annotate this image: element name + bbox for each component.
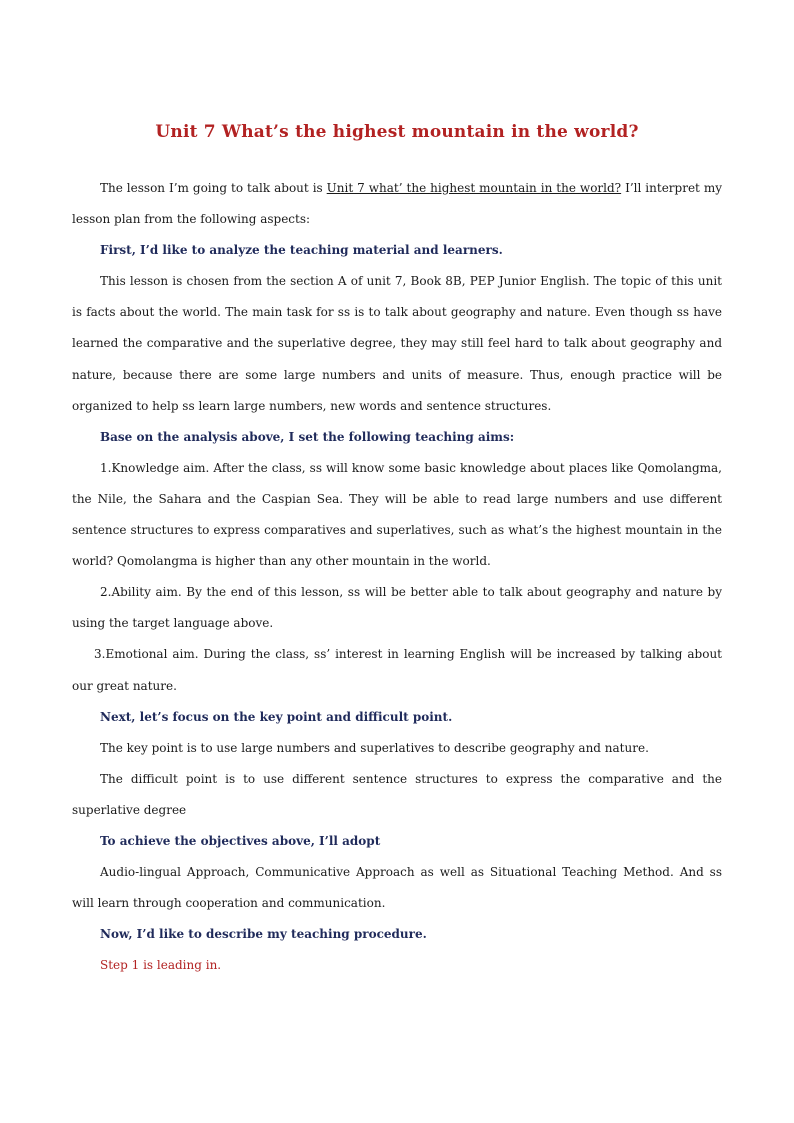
step-1-text: Step 1 is leading in. bbox=[100, 958, 222, 973]
lesson-title-underlined: Unit 7 what’ the highest mountain in the world? bbox=[326, 181, 622, 195]
document-title: Unit 7 What’s the highest mountain in the world? bbox=[155, 122, 639, 142]
section-heading-methods: To achieve the objectives above, I’ll adopt bbox=[100, 833, 381, 848]
paragraph-key-point: The key point is to use large numbers and superlatives to describe geography and nature. bbox=[100, 740, 649, 755]
aim-ability: 2.Ability aim. By the end of this lesson, ss will be better able to talk about geography and nature by using the target language above. bbox=[72, 585, 722, 631]
section-heading-key-points: Next, let’s focus on the key point and difficult point. bbox=[100, 709, 453, 724]
paragraph-difficult-point: The difficult point is to use different sentence structures to express the comparative and the superlative degree bbox=[72, 771, 722, 817]
paragraph-material: This lesson is chosen from the section A of unit 7, Book 8B, PEP Junior English. The topic of this unit is facts about the world. The main task for ss is to talk about geography and nature. Even though ss have learned the comparative and the superlative degree, they may still feel hard to talk about geography and nature, because there are some large numbers and units of measure. Thus, enough practice will be organized to help ss learn large numbers, new words and sentence structures. bbox=[72, 274, 722, 413]
aim-emotional: 3.Emotional aim. During the class, ss’ interest in learning English will be increased by talking about our great nature. bbox=[72, 647, 722, 693]
document-body bbox=[72, 173, 722, 981]
intro-text-before: The lesson I’m going to talk about is bbox=[100, 181, 327, 195]
section-heading-procedure: Now, I’d like to describe my teaching procedure. bbox=[100, 927, 427, 942]
paragraph-methods: Audio-lingual Approach, Communicative Approach as well as Situational Teaching Method. And ss will learn through cooperation and communication. bbox=[72, 865, 722, 911]
section-heading-aims: Base on the analysis above, I set the following teaching aims: bbox=[100, 429, 515, 444]
intro-paragraph bbox=[72, 173, 722, 235]
intro-text-after: I’ll interpret my lesson plan from the following aspects: bbox=[72, 181, 723, 227]
aim-knowledge: 1.Knowledge aim. After the class, ss will know some basic knowledge about places like Qomolangma, the Nile, the Sahara and the Caspian Sea. They will be able to read large numbers and use different sentence structures to express comparatives and superlatives, such as what’s the highest mountain in the world? Qomolangma is higher than any other mountain in the world. bbox=[72, 460, 722, 569]
section-heading-analysis: First, I’d like to analyze the teaching material and learners. bbox=[100, 243, 503, 258]
